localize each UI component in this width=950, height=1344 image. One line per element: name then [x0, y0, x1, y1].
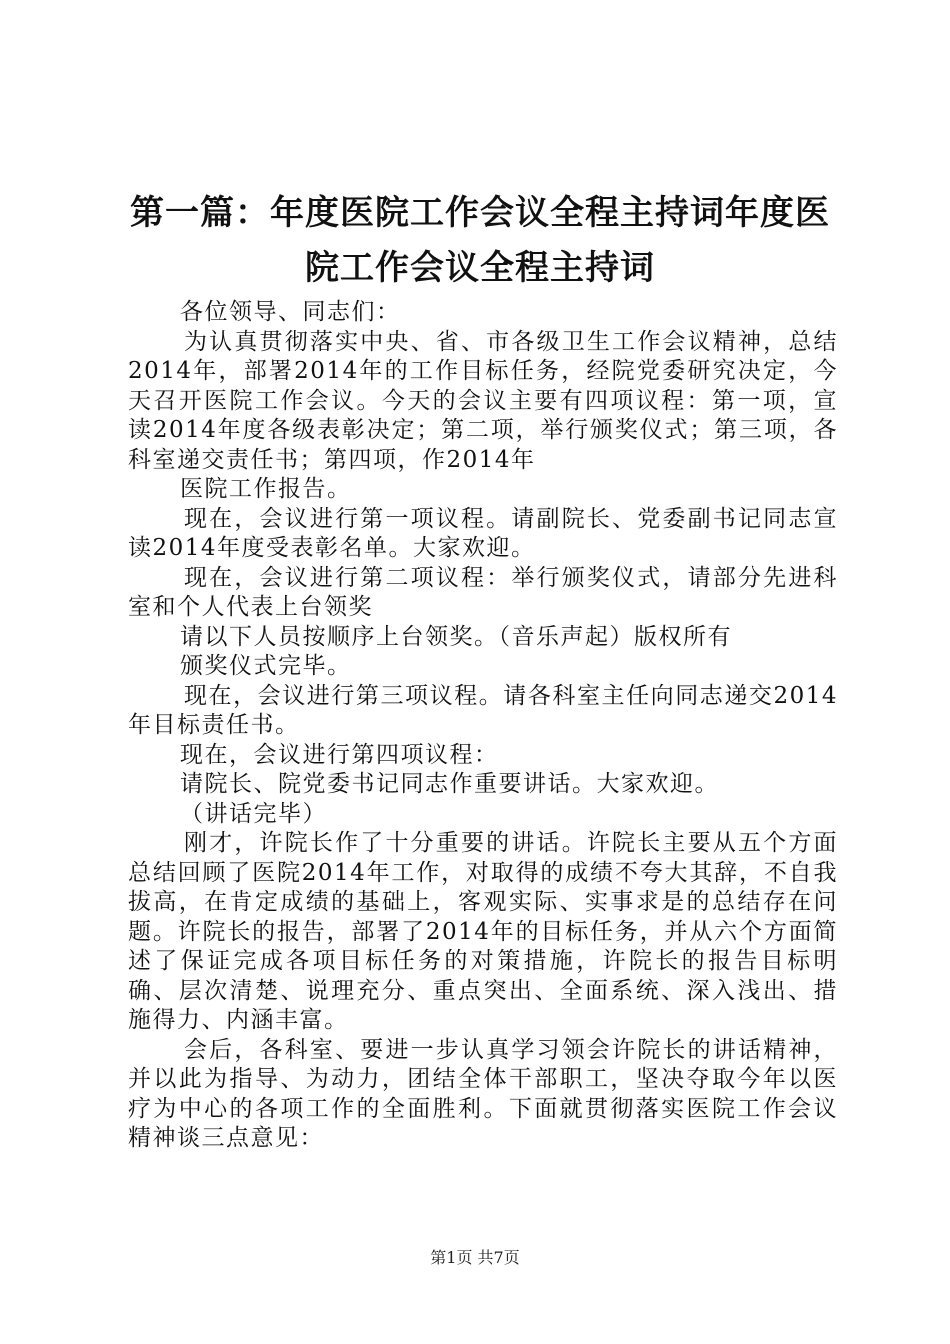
- paragraph: 现在，会议进行第四项议程：: [180, 741, 499, 768]
- paragraph-opening: 为认真贯彻落实中央、省、市各级卫生工作会议精神，总结2014年，部署2014年的工作目标任务，经院党委研究决定，今天召开医院工作会议。今天的会议主要有四项议程：第一项，宣读2014年度各级表彰决定；第二项，举行颁奖仪式；第三项，各科室递交责任书；第四项，作2014年: [128, 328, 838, 473]
- document-title: 第一篇：年度医院工作会议全程主持词年度医院工作会议全程主持词: [130, 193, 830, 288]
- paragraph-greeting: 各位领导、同志们：: [180, 299, 401, 325]
- paragraph: 现在，会议进行第三项议程。请各科室主任向同志递交2014年目标责任书。: [128, 682, 838, 738]
- paragraph: 请院长、院党委书记同志作重要讲话。大家欢迎。: [180, 771, 719, 797]
- paragraph: 医院工作报告。: [180, 476, 352, 502]
- page-footer: 第1页 共7页: [430, 1248, 520, 1267]
- paragraph: 颁奖仪式完毕。: [180, 653, 352, 679]
- paragraph: 现在，会议进行第一项议程。请副院长、党委副书记同志宣读2014年度受表彰名单。大家欢迎。: [128, 505, 838, 561]
- paragraph: （讲话完毕）: [180, 800, 327, 827]
- document-body: [128, 298, 838, 1154]
- paragraph: 请以下人员按顺序上台领奖。（音乐声起）版权所有: [180, 623, 732, 650]
- paragraph: 刚才，许院长作了十分重要的讲话。许院长主要从五个方面总结回顾了医院2014年工作，对取得的成绩不夸大其辞，不自我拔高，在肯定成绩的基础上，客观实际、实事求是的总结存在问题。许院长的报告，部署了2014年的目标任务，并从六个方面简述了保证完成各项目标任务的对策措施，许院长的报告目标明确、层次清楚、说理充分、重点突出、全面系统、深入浅出、措施得力、内涵丰富。: [128, 830, 838, 1033]
- paragraph: 现在，会议进行第二项议程：举行颁奖仪式，请部分先进科室和个人代表上台领奖: [128, 564, 838, 620]
- paragraph: 会后，各科室、要进一步认真学习领会许院长的讲话精神，并以此为指导、为动力，团结全体干部职工，坚决夺取今年以医疗为中心的各项工作的全面胜利。下面就贯彻落实医院工作会议精神谈三点意见：: [128, 1036, 838, 1151]
